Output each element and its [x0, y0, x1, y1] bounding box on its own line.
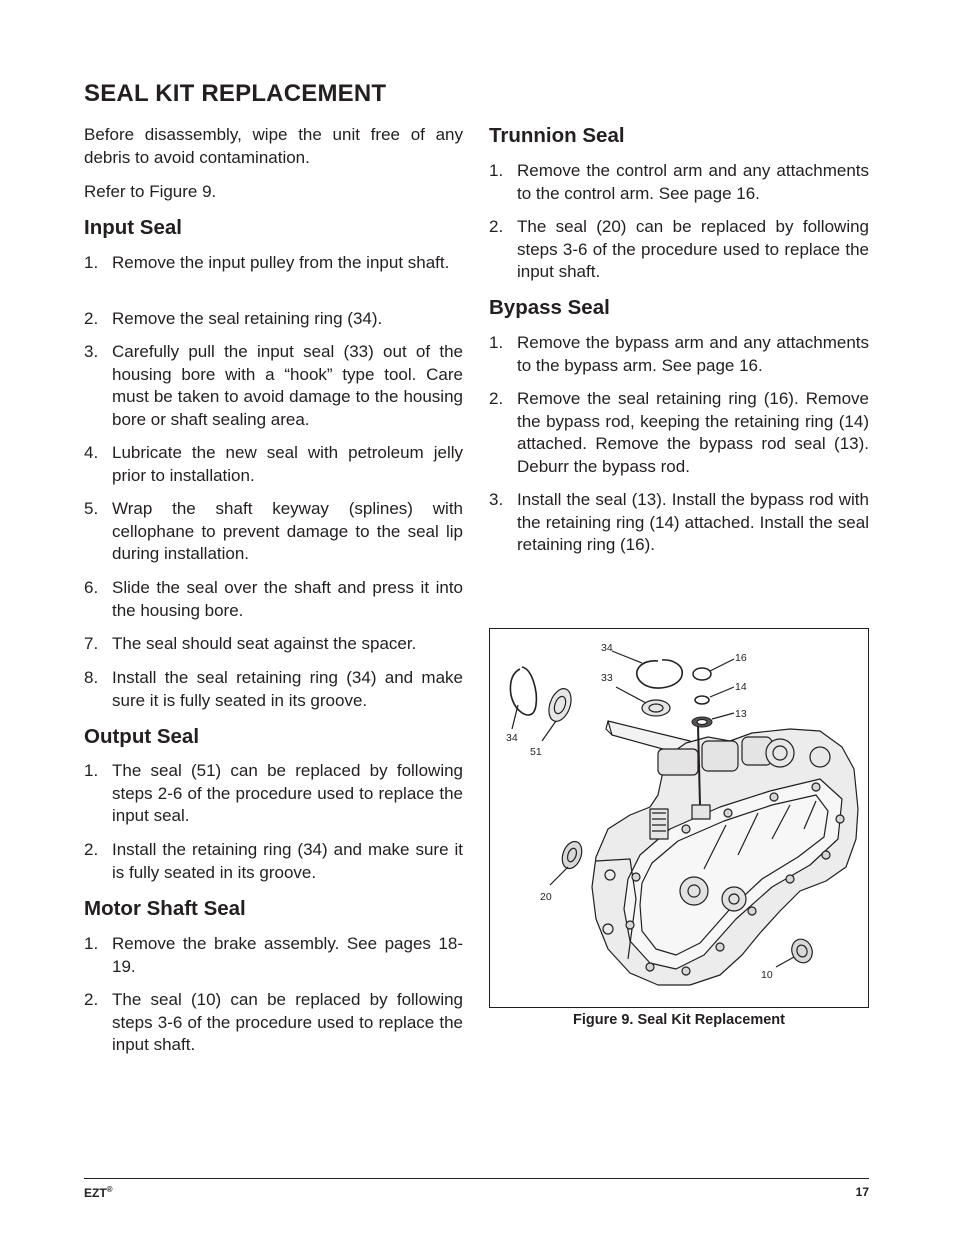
intro-paragraph: Before disassembly, wipe the unit free of any debris to avoid contamination.: [84, 125, 463, 167]
callout-51: 51: [530, 746, 542, 758]
callout-34-top: 34: [601, 642, 613, 654]
motor-shaft-seal-10: [788, 936, 815, 965]
retaining-ring-16: [693, 668, 711, 680]
list-item: 1. Remove the input pulley from the input shaft.: [84, 253, 450, 272]
list-item: 2. Remove the seal retaining ring (16). Remove the bypass rod, keeping the retaining ring (14) attached. Remove the bypass rod seal (13). Deburr the bypass rod.: [489, 389, 869, 476]
list-item: 6. Slide the seal over the shaft and press it into the housing bore.: [84, 578, 463, 620]
list-item: 1. Remove the brake assembly. See pages 18-19.: [84, 934, 463, 976]
trunnion-seal-heading: Trunnion Seal: [489, 124, 625, 147]
registered-mark: ®: [106, 1185, 113, 1194]
callout-33: 33: [601, 672, 613, 684]
list-item: 2. The seal (10) can be replaced by following steps 3-6 of the procedure used to replace the input shaft.: [84, 990, 463, 1054]
list-item: 1. Remove the control arm and any attachments to the control arm. See page 16.: [489, 161, 869, 203]
list-item: 3. Install the seal (13). Install the bypass rod with the retaining ring (14) attached. Install the seal retaining ring (16).: [489, 490, 869, 554]
intro-reference: Refer to Figure 9.: [84, 182, 217, 201]
input-seal-33: [642, 700, 670, 716]
list-item: 2. Install the retaining ring (34) and make sure it is fully seated in its groove.: [84, 840, 463, 882]
callout-34-left: 34: [506, 732, 518, 744]
list-item: 2. Remove the seal retaining ring (34).: [84, 309, 383, 328]
list-item: 1. Remove the bypass arm and any attachments to the bypass arm. See page 16.: [489, 333, 869, 375]
motor-shaft-seal-heading: Motor Shaft Seal: [84, 897, 246, 920]
callout-10: 10: [761, 969, 773, 981]
input-seal-heading: Input Seal: [84, 216, 182, 239]
page-title: SEAL KIT REPLACEMENT: [84, 80, 387, 107]
list-item: 2. The seal (20) can be replaced by following steps 3-6 of the procedure used to replace the input shaft.: [489, 217, 869, 281]
retaining-ring-34-top: [637, 660, 682, 688]
output-seal-51: [545, 686, 575, 725]
footer-brand: EZT®: [84, 1185, 113, 1200]
callout-20: 20: [540, 891, 552, 903]
page-number: 17: [855, 1185, 869, 1199]
footer-divider: [84, 1178, 869, 1179]
figure-caption: Figure 9. Seal Kit Replacement: [573, 1012, 785, 1028]
callout-16: 16: [735, 652, 747, 664]
output-seal-heading: Output Seal: [84, 725, 200, 748]
retaining-ring-34-left: [510, 667, 536, 715]
list-item: 7. The seal should seat against the spacer.: [84, 634, 417, 653]
list-item: 8. Install the seal retaining ring (34) and make sure it is fully seated in its groove.: [84, 668, 463, 710]
callout-13: 13: [735, 708, 747, 720]
figure-seal-kit: [489, 628, 869, 1008]
list-item: 3. Carefully pull the input seal (33) out of the housing bore with a “hook” type tool. Care must be taken to avoid damage to the housing bore or shaft sealing area.: [84, 342, 463, 429]
list-item: 4. Lubricate the new seal with petroleum jelly prior to installation.: [84, 443, 463, 485]
retaining-ring-14: [695, 696, 709, 704]
callout-14: 14: [735, 681, 747, 693]
bypass-seal-heading: Bypass Seal: [489, 296, 610, 319]
list-item: 5. Wrap the shaft keyway (splines) with cellophane to prevent damage to the seal lip during installation.: [84, 499, 463, 563]
list-item: 1. The seal (51) can be replaced by following steps 2-6 of the procedure used to replace the input seal.: [84, 761, 463, 825]
exploded-view-drawing: [490, 629, 868, 1007]
trunnion-seal-20: [559, 839, 585, 871]
